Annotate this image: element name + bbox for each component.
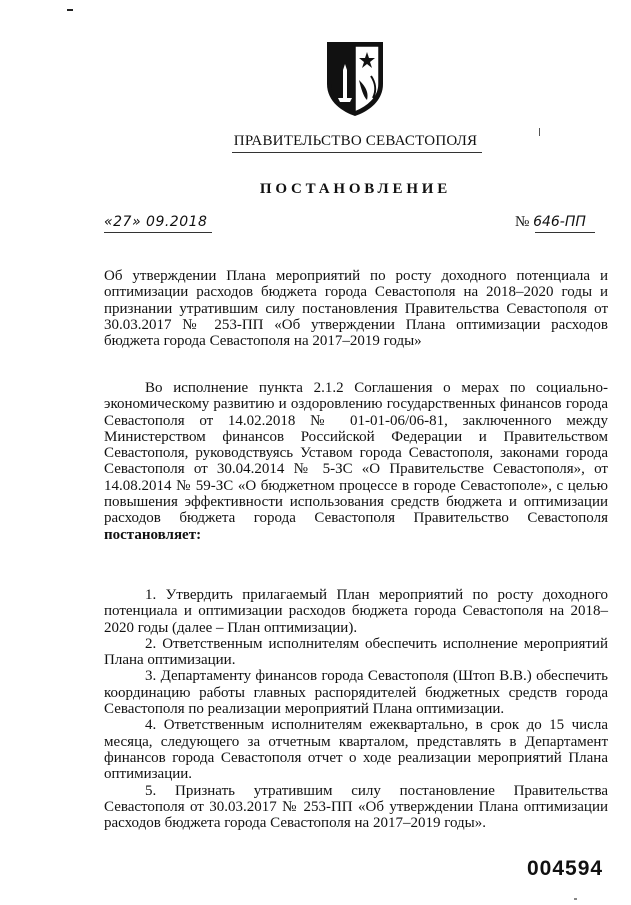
preamble-text: Во исполнение пункта 2.1.2 Соглашения о мерах по социально-экономическому развитию и оздоровлению государственных финансов города Севастополя от 14.02.2018 № 01-01-06/06-81, заключенного между Министерством финансов Российской Федерации и Правительством Севастополя, руководствуясь Уставом города Севастополя, законами города Севастополя от 30.04.2014 № 5-ЗС «О Правительстве Севастополя», от 14.08.2014 № 59-ЗС «О бюджетном процессе в городе Севастополе», с целью повышения эффективности использования средств бюджета и оптимизации расходов бюджета города Севастополя Правительство Севастополя [104, 380, 608, 527]
number-prefix: № [515, 214, 530, 230]
list-item: 2. Ответственным исполнителям обеспечить исполнение мероприятий Плана оптимизации. [104, 635, 608, 669]
list-item: 4. Ответственным исполнителям ежеквартально, в срок до 15 числа месяца, следующего за отчетным кварталом, представлять в Департамент финансов города Севастополя отчет о ходе реализации мероприятий Плана оптимизации. [104, 717, 608, 783]
sevastopol-coat-of-arms-icon [323, 40, 387, 118]
scan-mark [574, 898, 577, 900]
number-value: 646-ПП [533, 214, 586, 230]
number-underline [535, 232, 595, 233]
scan-mark [539, 128, 540, 136]
list-item: 5. Признать утратившим силу постановление Правительства Севастополя от 30.03.2017 № 253-ПП «Об утверждении Плана оптимизации расходов бюджета города Севастополя на 2017–2019 годы». [104, 782, 608, 832]
government-title: ПРАВИТЕЛЬСТВО СЕВАСТОПОЛЯ [233, 133, 478, 149]
document-subject: Об утверждении Плана мероприятий по росту доходного потенциала и оптимизации расходов бюджета города Севастополя на 2018–2020 годы и признании утратившим силу постановления Правительства Севастополя от 30.03.2017 № 253-ПП «Об утверждении Плана оптимизации расходов бюджета города Севастополя на 2017–2019 годы» [104, 268, 608, 350]
scan-mark [67, 9, 73, 11]
title-underline [232, 152, 482, 153]
serial-number: 004594 [527, 857, 604, 880]
preamble [104, 380, 608, 543]
document-type: ПОСТАНОВЛЕНИЕ [259, 181, 452, 197]
date-underline [104, 232, 212, 233]
document-number [515, 214, 586, 231]
preamble-verb: постановляет: [104, 526, 202, 543]
list-item: 1. Утвердить прилагаемый План мероприятий по росту доходного потенциала и оптимизации расходов бюджета города Севастополя на 2018–2020 годы (далее – План оптимизации). [104, 587, 608, 636]
list-item: 3. Департаменту финансов города Севастополя (Штоп В.В.) обеспечить координацию работы главных распорядителей бюджетных средств города Севастополя по реализации мероприятий Плана оптимизации. [104, 668, 608, 718]
document-date: «27» 09.2018 [104, 214, 208, 230]
resolution-items [104, 587, 608, 831]
